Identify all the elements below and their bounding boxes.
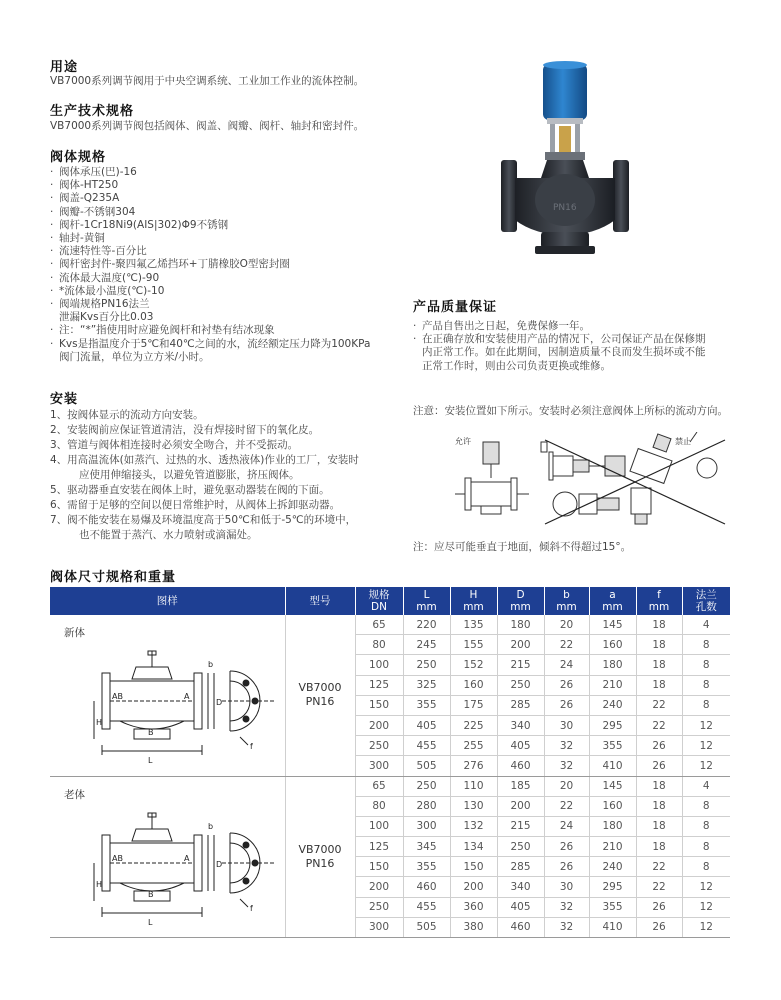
quality-item: · 产品自售出之日起，免费保修一年。 (413, 320, 706, 333)
svg-text:PN16: PN16 (553, 203, 577, 213)
table-cell: 24 (544, 655, 589, 675)
spec-item: · 阀盖-Q235A (50, 192, 370, 205)
spec-item: · 阀体承压(巴)-16 (50, 166, 370, 179)
spec-item: · *流体最小温度(℃)-10 (50, 285, 370, 298)
header-a: a mm (589, 587, 636, 615)
table-cell: 12 (682, 897, 730, 917)
table-cell: 135 (450, 615, 497, 635)
table-cell: 340 (497, 877, 544, 897)
table-cell: 200 (355, 715, 403, 735)
table-cell: 26 (544, 695, 589, 715)
table-cell: 200 (497, 635, 544, 655)
quality-heading: 产品质量保证 (413, 300, 498, 315)
table-cell: 8 (682, 857, 730, 877)
model-name: VB7000 (298, 681, 342, 695)
table-cell: 32 (544, 897, 589, 917)
dimension-label-d: D (216, 859, 223, 869)
quality-item: 内正常工作。如在此期间，因制造质量不良而发生损坏或不能 (422, 346, 706, 359)
production-text: VB7000系列调节阀包括阀体、阀盖、阀瓣、阀杆、轴封和密封件。 (50, 120, 365, 132)
table-cell: 455 (403, 897, 450, 917)
table-cell: 285 (497, 695, 544, 715)
table-cell: 295 (589, 715, 636, 735)
allowed-label: 允许 (455, 437, 471, 446)
header-holes: 法兰 孔数 (682, 587, 730, 615)
table-cell: 18 (636, 635, 682, 655)
table-cell: 32 (544, 736, 589, 756)
table-cell: 80 (355, 796, 403, 816)
table-cell: 32 (544, 917, 589, 937)
table-cell: 8 (682, 816, 730, 836)
table-cell: 150 (355, 857, 403, 877)
table-cell: 185 (497, 776, 544, 796)
table-cell: 22 (544, 796, 589, 816)
table-cell: 22 (636, 695, 682, 715)
table-cell: 110 (450, 776, 497, 796)
dimension-label-f: f (250, 742, 253, 751)
valve-dimension-drawing (90, 807, 290, 927)
table-cell: 18 (636, 675, 682, 695)
spec-item: 泄漏Kvs百分比0.03 (59, 311, 154, 324)
install-item: 应使用伸缩接头，以避免管道膨胀，挤压阀体。 (79, 469, 300, 481)
table-cell: 30 (544, 715, 589, 735)
table-cell: 285 (497, 857, 544, 877)
table-cell: 355 (403, 857, 450, 877)
table-cell: 65 (355, 615, 403, 635)
dimension-label-ab: AB (112, 692, 123, 701)
valve-product-image (495, 60, 635, 265)
table-cell: 18 (636, 776, 682, 796)
table-cell: 280 (403, 796, 450, 816)
table-cell: 8 (682, 796, 730, 816)
table-cell: 26 (544, 675, 589, 695)
table-cell: 360 (450, 897, 497, 917)
dimension-label-a: A (184, 692, 190, 701)
table-cell: 180 (589, 816, 636, 836)
table-cell: 380 (450, 917, 497, 937)
table-cell: 8 (682, 635, 730, 655)
table-cell: 18 (636, 655, 682, 675)
table-row (50, 615, 730, 635)
table-cell: 8 (682, 675, 730, 695)
spec-item: · 轴封-黄铜 (50, 232, 370, 245)
table-cell: 405 (497, 897, 544, 917)
table-cell: 125 (355, 675, 403, 695)
model-pressure: PN16 (305, 856, 335, 870)
table-cell: 152 (450, 655, 497, 675)
table-cell: 215 (497, 816, 544, 836)
install-item: 4、用高温流体(如蒸汽、过热的水、透热液体)作业的工厂，安装时 (50, 454, 359, 466)
table-cell: 18 (636, 615, 682, 635)
table-cell: 100 (355, 655, 403, 675)
table-cell: 160 (450, 675, 497, 695)
table-cell: 250 (497, 675, 544, 695)
table-cell: 8 (682, 655, 730, 675)
table-cell: 26 (636, 756, 682, 776)
table-cell: 22 (636, 715, 682, 735)
table-cell: 134 (450, 837, 497, 857)
usage-text: VB7000系列调节阀用于中央空调系统、工业加工作业的流体控制。 (50, 75, 365, 87)
dimension-label-h: H (96, 718, 103, 727)
table-cell: 18 (636, 837, 682, 857)
table-cell: 215 (497, 655, 544, 675)
table-cell: 240 (589, 857, 636, 877)
header-f: f mm (636, 587, 682, 615)
table-cell: 100 (355, 816, 403, 836)
dimension-label-b: B (148, 728, 154, 737)
table-cell: 160 (589, 635, 636, 655)
table-cell: 130 (450, 796, 497, 816)
table-cell: 355 (403, 695, 450, 715)
quality-list (413, 320, 706, 373)
install-item: 2、安装阀前应保证管道清洁，没有焊接时留下的氧化皮。 (50, 424, 320, 436)
spec-item: · 流体最大温度(℃)-90 (50, 272, 370, 285)
table-cell: 12 (682, 736, 730, 756)
table-cell: 340 (497, 715, 544, 735)
table-cell: 155 (450, 635, 497, 655)
table-cell: 200 (497, 796, 544, 816)
figure-label: 老体 (64, 788, 85, 801)
table-cell: 175 (450, 695, 497, 715)
table-cell: 355 (589, 897, 636, 917)
table-cell: 505 (403, 756, 450, 776)
table-cell: 32 (544, 756, 589, 776)
table-title: 阀体尺寸规格和重量 (50, 570, 177, 585)
table-cell: 12 (682, 877, 730, 897)
table-cell: 276 (450, 756, 497, 776)
table-cell: 300 (403, 816, 450, 836)
header-b: b mm (544, 587, 589, 615)
table-header-row (50, 587, 730, 615)
table-cell: 65 (355, 776, 403, 796)
dimension-label-ab: AB (112, 853, 123, 863)
table-cell: 300 (355, 756, 403, 776)
table-cell: 26 (544, 837, 589, 857)
table-cell: 410 (589, 917, 636, 937)
table-cell: 132 (450, 816, 497, 836)
header-l: L mm (403, 587, 450, 615)
table-cell: 245 (403, 635, 450, 655)
table-cell: 22 (636, 877, 682, 897)
table-cell: 355 (589, 736, 636, 756)
installation-position-diagram (445, 432, 735, 527)
table-cell: 150 (355, 695, 403, 715)
table-cell: 24 (544, 816, 589, 836)
install-item: 6、需留于足够的空间以便日常维护时，从阀体上拆卸驱动器。 (50, 499, 341, 511)
table-cell: 20 (544, 776, 589, 796)
dimension-label-h: H (96, 879, 103, 889)
table-cell: 250 (355, 897, 403, 917)
table-cell: 180 (497, 615, 544, 635)
table-cell: 410 (589, 756, 636, 776)
table-cell: 460 (497, 917, 544, 937)
spec-note: · 注：“*”指使用时应避免阀杆和衬垫有结冰现象 (50, 324, 370, 337)
table-cell: 8 (682, 837, 730, 857)
forbidden-label: 禁止 (675, 437, 691, 446)
table-cell: 200 (355, 877, 403, 897)
spec-item: · 阀杆密封件-聚四氟乙烯挡环+丁腈橡胶O型密封圈 (50, 258, 370, 271)
install-item: 5、驱动器垂直安装在阀体上时，避免驱动器装在阀的下面。 (50, 484, 330, 496)
figure-label: 新体 (64, 627, 85, 639)
table-cell: 210 (589, 675, 636, 695)
table-cell: 255 (450, 736, 497, 756)
table-cell: 22 (636, 857, 682, 877)
model-cell (285, 776, 355, 938)
table-cell: 18 (636, 796, 682, 816)
dimension-label-b: B (148, 889, 154, 899)
table-cell: 220 (403, 615, 450, 635)
table-cell: 455 (403, 736, 450, 756)
install-item: 1、按阀体显示的流动方向安装。 (50, 409, 204, 421)
table-cell: 295 (589, 877, 636, 897)
table-cell: 8 (682, 695, 730, 715)
model-pressure: PN16 (305, 695, 335, 709)
figure-cell (50, 615, 285, 776)
table-cell: 145 (589, 776, 636, 796)
table-cell: 12 (682, 756, 730, 776)
install-item: 也不能置于蒸汽、水力喷射或滴漏处。 (79, 529, 258, 541)
production-heading: 生产技术规格 (50, 104, 135, 119)
spec-item: · 阀端规格PN16法兰 (50, 298, 370, 311)
table-cell: 345 (403, 837, 450, 857)
spec-item: · 阀杆-1Cr18Ni9(AIS|302)Φ9不锈钢 (50, 219, 370, 232)
table-cell: 210 (589, 837, 636, 857)
table-cell: 80 (355, 635, 403, 655)
table-cell: 240 (589, 695, 636, 715)
header-figure: 图样 (50, 587, 285, 615)
header-dn: 规格 DN (355, 587, 403, 615)
spec-item: · 流速特性等-百分比 (50, 245, 370, 258)
table-cell: 325 (403, 675, 450, 695)
table-cell: 505 (403, 917, 450, 937)
dimension-table (50, 587, 730, 938)
valve-spec-heading: 阀体规格 (50, 150, 107, 165)
usage-heading: 用途 (50, 60, 79, 75)
figure-cell (50, 776, 285, 938)
table-cell: 20 (544, 615, 589, 635)
valve-dimension-drawing (90, 645, 290, 765)
table-cell: 30 (544, 877, 589, 897)
header-h: H mm (450, 587, 497, 615)
dimension-label-d: D (216, 698, 223, 707)
table-cell: 250 (403, 776, 450, 796)
table-cell: 12 (682, 917, 730, 937)
header-d: D mm (497, 587, 544, 615)
table-cell: 26 (636, 736, 682, 756)
install-position-note: 注意：安装位置如下所示。安装时必须注意阀体上所标的流动方向。 (413, 405, 728, 417)
install-heading: 安装 (50, 392, 79, 407)
vertical-install-note: 注：应尽可能垂直于地面，倾斜不得超过15°。 (413, 541, 632, 553)
model-cell (285, 615, 355, 776)
table-cell: 200 (450, 877, 497, 897)
table-cell: 150 (450, 857, 497, 877)
quality-item: 正常工作时，则由公司负责更换或维修。 (422, 359, 611, 372)
table-cell: 145 (589, 615, 636, 635)
table-cell: 22 (544, 635, 589, 655)
install-item: 3、管道与阀体相连接时必须安全吻合，并不受振动。 (50, 439, 299, 451)
table-cell: 160 (589, 796, 636, 816)
table-row (50, 776, 730, 796)
table-cell: 26 (636, 917, 682, 937)
table-cell: 12 (682, 715, 730, 735)
table-cell: 4 (682, 615, 730, 635)
table-cell: 225 (450, 715, 497, 735)
table-cell: 250 (355, 736, 403, 756)
table-cell: 460 (403, 877, 450, 897)
table-cell: 26 (636, 897, 682, 917)
spec-note: · Kvs是指温度介于5℃和40℃之间的水，流经额定压力降为100KPa (50, 338, 370, 351)
table-cell: 125 (355, 837, 403, 857)
dimension-label-a: A (184, 853, 190, 863)
table-cell: 300 (355, 917, 403, 937)
valve-spec-list (50, 166, 370, 364)
spec-note: 阀门流量，单位为立方米/小时。 (59, 350, 210, 363)
table-cell: 26 (544, 857, 589, 877)
install-list (50, 408, 359, 543)
dimension-label-b: b (208, 821, 214, 831)
spec-item: · 阀体-HT250 (50, 179, 370, 192)
table-cell: 250 (497, 837, 544, 857)
dimension-label-f: f (250, 903, 253, 913)
table-cell: 460 (497, 756, 544, 776)
model-name: VB7000 (298, 842, 342, 856)
dimension-label-l: L (148, 756, 153, 765)
table-cell: 405 (497, 736, 544, 756)
dimension-label-l: L (148, 917, 153, 927)
table-cell: 18 (636, 816, 682, 836)
table-cell: 4 (682, 776, 730, 796)
dimension-label-b: b (208, 660, 214, 669)
install-item: 7、阀不能安装在易爆及环境温度高于50℃和低于-5℃的环境中， (50, 514, 357, 526)
table-cell: 405 (403, 715, 450, 735)
table-cell: 180 (589, 655, 636, 675)
table-cell: 250 (403, 655, 450, 675)
quality-item: · 在正确存放和安装使用产品的情况下，公司保证产品在保修期 (413, 333, 706, 346)
header-model: 型号 (285, 587, 355, 615)
spec-item: · 阀瓣-不锈钢304 (50, 206, 370, 219)
